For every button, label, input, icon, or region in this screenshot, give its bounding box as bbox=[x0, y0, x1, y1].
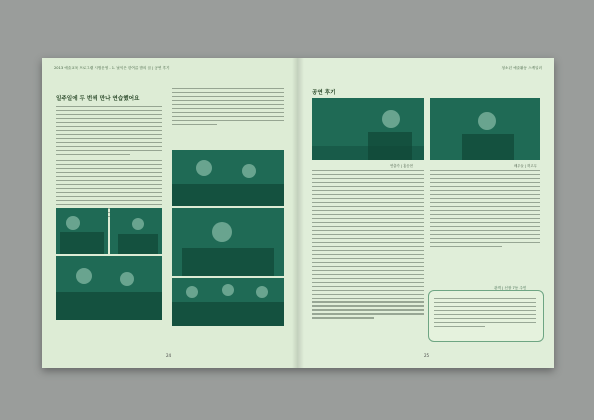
photo-rehearsal-1 bbox=[56, 208, 108, 254]
right-section-title: 공연 후기 bbox=[312, 90, 336, 96]
photo-actors bbox=[430, 98, 540, 160]
book-spread bbox=[42, 58, 554, 368]
right-page bbox=[298, 58, 554, 368]
callout-text bbox=[434, 298, 536, 330]
book-gutter-shadow bbox=[292, 58, 304, 368]
right-body-text-col2 bbox=[430, 170, 540, 250]
left-body-text-col1 bbox=[56, 106, 162, 220]
photo-rehearsal-3 bbox=[56, 256, 162, 320]
left-page-number: 24 bbox=[166, 353, 172, 358]
photo-director bbox=[312, 98, 424, 160]
right-page-number: 25 bbox=[424, 353, 430, 358]
left-page bbox=[42, 58, 298, 368]
photo-rehearsal-4 bbox=[172, 150, 284, 206]
left-body-text-col2 bbox=[172, 88, 284, 128]
right-body-text-col1 bbox=[312, 170, 424, 321]
caption-director: 연출가 | 홍승현 bbox=[390, 164, 413, 168]
right-running-header: 청소년 예술활동 스케일러 bbox=[501, 66, 542, 70]
callout-title: 관객 | 신장 7동 주민 bbox=[494, 286, 527, 290]
photo-rehearsal-2 bbox=[110, 208, 162, 254]
left-section-title: 일주일에 두 번씩 만나 연습했어요 bbox=[56, 96, 140, 102]
left-running-header: 2013 예술교육 프로그램 시범운영 - 1. 낯익은 한여름 밤의 꿈 | 공연 후기 bbox=[54, 66, 170, 70]
photo-rehearsal-5 bbox=[172, 208, 284, 276]
photo-rehearsal-6 bbox=[172, 278, 284, 326]
caption-actors: 배우들 | 허고무 bbox=[514, 164, 537, 168]
